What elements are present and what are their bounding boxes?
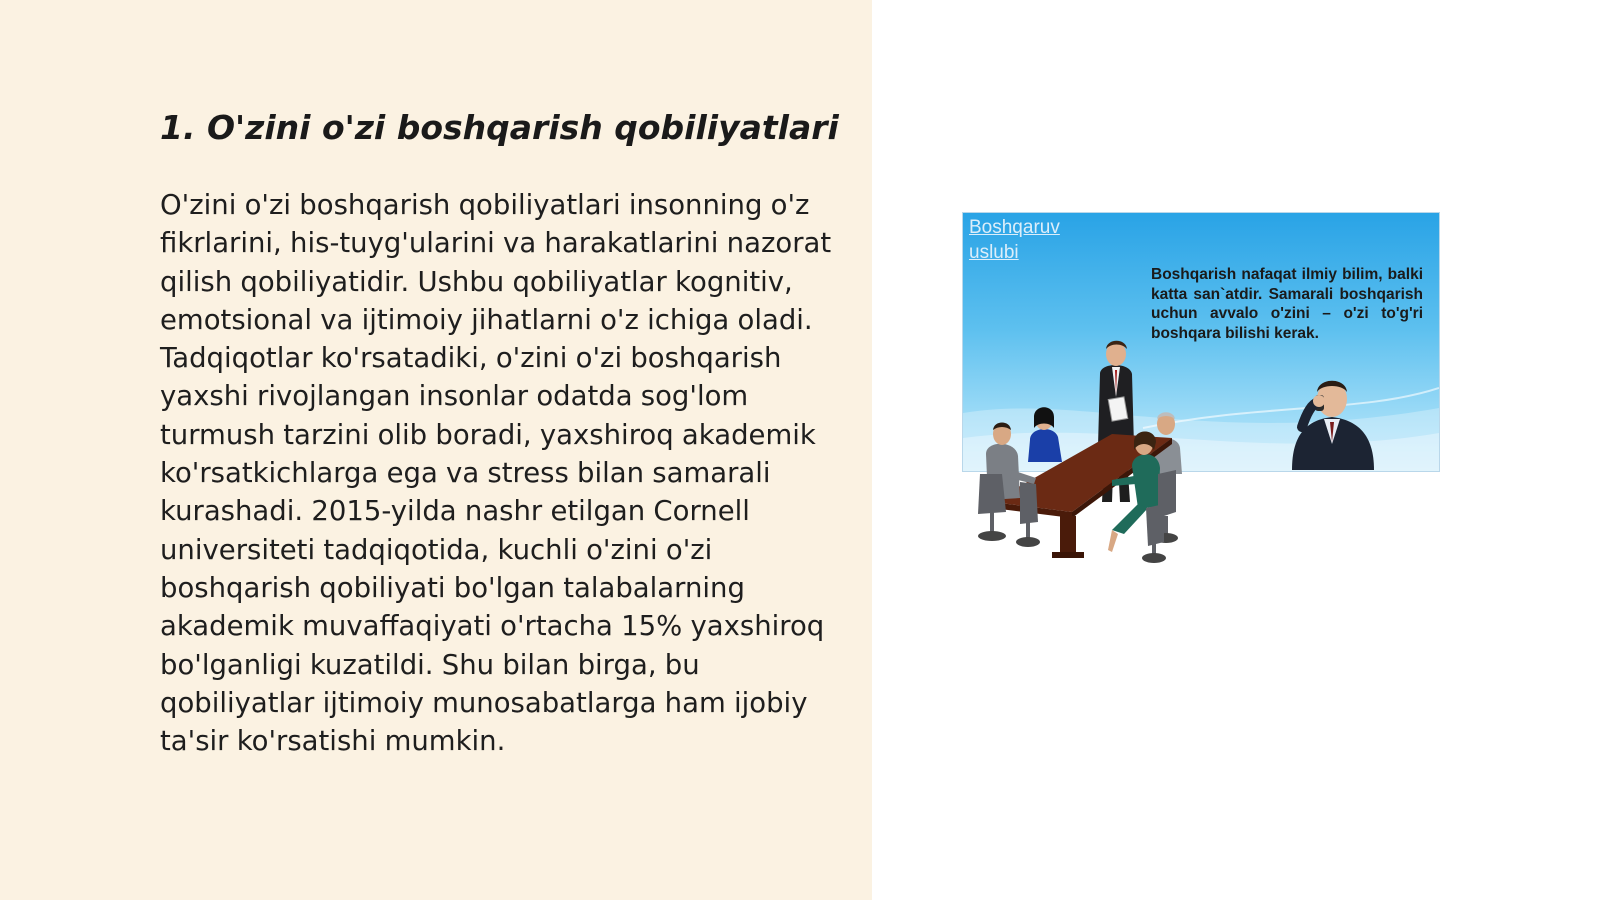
meeting-illustration bbox=[962, 212, 1440, 572]
slide-body-text: O'zini o'zi boshqarish qobiliyatlari insonning o'z fikrlarini, his-tuyg'ularini va harakatlarini nazorat qilish qobiliyatidir. Ushbu qobiliyatlar kognitiv, emotsional va ijtimoiy jihatlarni o'z ichiga oladi. Tadqiqotlar ko'rsatadiki, o'zini o'zi boshqarish yaxshi rivojlangan insonlar odatda sog'lom turmush tarzini olib boradi, yaxshiroq akademik ko'rsatkichlarga ega va stress bilan samarali kurashadi. 2015-yilda nashr etilgan Cornell universiteti tadqiqotida, kuchli o'zini o'zi boshqarish qobiliyati bo'lgan talabalarning akademik muvaffaqiyati o'rtacha 15% yaxshiroq bo'lganligi kuzatildi. Shu bilan birga, bu qobiliyatlar ijtimoiy munosabatlarga ham ijobiy ta'sir ko'rsatishi mumkin. bbox=[160, 189, 832, 758]
woman-blue-figure bbox=[1028, 407, 1062, 462]
image-card-title: Boshqaruv uslubi bbox=[969, 217, 1060, 263]
image-card-text: Boshqarish nafaqat ilmiy bilim, balki katta san`atdir. Samarali boshqarish uchun avvalo o'zini – o'zi to'g'ri boshqara bilishi kerak. bbox=[1151, 266, 1423, 342]
man-on-phone-figure bbox=[1292, 381, 1374, 470]
meeting-image bbox=[962, 212, 1440, 572]
slide-heading: 1. O'zini o'zi boshqarish qobiliyatlari bbox=[160, 108, 839, 147]
